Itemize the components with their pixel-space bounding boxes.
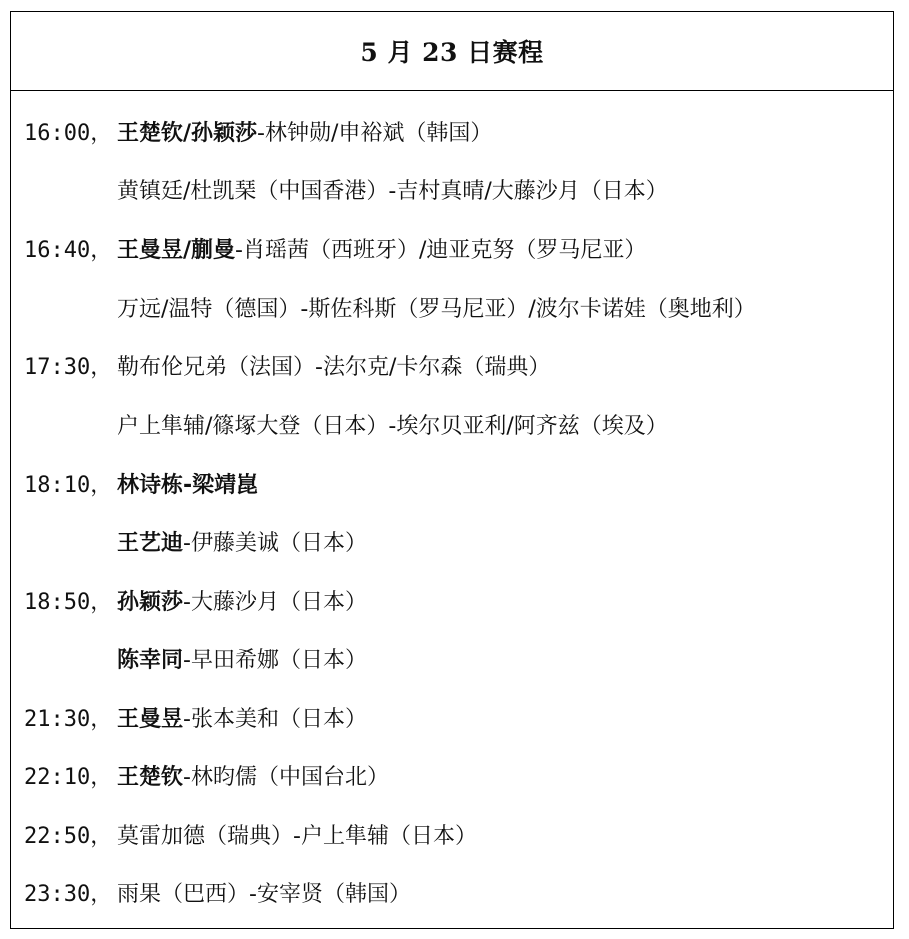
chinese-players: 王艺迪	[117, 530, 184, 556]
schedule-row	[11, 169, 893, 209]
match-content	[117, 174, 668, 205]
opponents: 莫雷加德（瑞典）-户上隼辅（日本）	[117, 823, 477, 849]
match-content	[117, 526, 367, 557]
schedule-row	[11, 521, 893, 561]
schedule-row	[11, 638, 893, 678]
opponents: -大藤沙月（日本）	[183, 589, 367, 615]
schedule-row	[11, 755, 893, 795]
schedule-row	[11, 697, 893, 737]
schedule-row	[11, 228, 893, 268]
match-time: 18:50，	[24, 589, 113, 615]
schedule-row	[11, 463, 893, 503]
chinese-players: 王楚钦/孙颖莎	[117, 120, 258, 146]
match-content	[117, 409, 668, 440]
opponents: 勒布伦兄弟（法国）-法尔克/卡尔森（瑞典）	[117, 354, 551, 380]
chinese-players: 王曼昱/蒯曼	[117, 237, 236, 263]
match-time: 18:10，	[24, 472, 113, 498]
match-time: 21:30，	[24, 706, 113, 732]
opponents: 户上隼辅/篠塚大登（日本）-埃尔贝亚利/阿齐兹（埃及）	[117, 413, 668, 439]
opponents: -伊藤美诚（日本）	[183, 530, 367, 556]
title-bar	[11, 12, 893, 91]
match-content	[117, 585, 367, 616]
chinese-players: 孙颖莎	[117, 589, 184, 615]
match-content	[117, 350, 550, 381]
match-time: 22:50，	[24, 823, 113, 849]
chinese-players: 林诗栋-梁靖崑	[117, 472, 259, 498]
schedule-row	[11, 345, 893, 385]
match-time: 16:00，	[24, 120, 113, 146]
schedule-row	[11, 872, 893, 912]
opponents: -早田希娜（日本）	[183, 647, 367, 673]
chinese-players: 王曼昱	[117, 706, 184, 732]
schedule-row	[11, 111, 893, 151]
opponents: 黄镇廷/杜凯琹（中国香港）-吉村真晴/大藤沙月（日本）	[117, 178, 668, 204]
match-content	[117, 233, 646, 264]
schedule-table	[10, 11, 894, 929]
page-title: 5 月 23 日赛程	[360, 38, 544, 67]
match-content	[117, 643, 367, 674]
opponents: 万远/温特（德国）-斯佐科斯（罗马尼亚）/波尔卡诺娃（奥地利）	[117, 296, 756, 322]
match-content	[117, 468, 258, 499]
match-content	[117, 877, 411, 908]
match-content	[117, 819, 477, 850]
match-content	[117, 760, 389, 791]
opponents: -林钟勋/申裕斌（韩国）	[257, 120, 493, 146]
opponents: -张本美和（日本）	[183, 706, 367, 732]
match-time: 17:30，	[24, 354, 113, 380]
chinese-players: 王楚钦	[117, 764, 184, 790]
match-time: 22:10，	[24, 764, 113, 790]
match-time: 23:30，	[24, 881, 113, 907]
schedule-row	[11, 580, 893, 620]
opponents: 雨果（巴西）-安宰贤（韩国）	[117, 881, 411, 907]
schedule-row	[11, 404, 893, 444]
schedule-row	[11, 287, 893, 327]
schedule-row	[11, 814, 893, 854]
opponents: -肖瑶茜（西班牙）/迪亚克努（罗马尼亚）	[235, 237, 647, 263]
match-content	[117, 702, 367, 733]
match-content	[117, 292, 756, 323]
match-time: 16:40，	[24, 237, 113, 263]
chinese-players: 陈幸同	[117, 647, 184, 673]
match-content	[117, 116, 492, 147]
opponents: -林昀儒（中国台北）	[183, 764, 389, 790]
